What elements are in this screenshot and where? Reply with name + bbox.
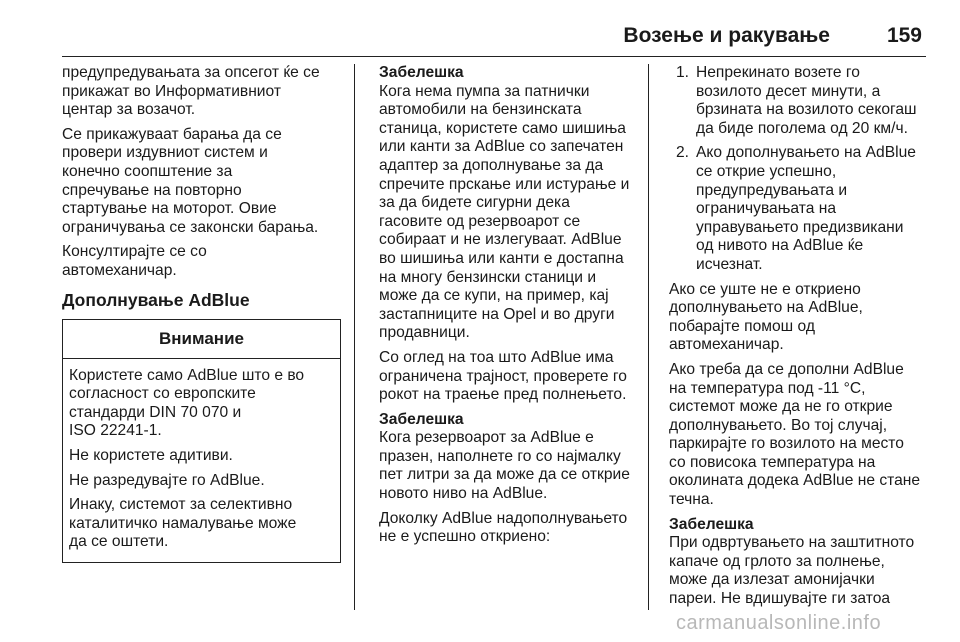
- page-number: 159: [886, 24, 922, 47]
- note-1-title: Забелешка: [379, 64, 464, 81]
- note-3: Забелешка При одвртувањето на заштитното капаче од грлото за полнење, може да излезат амонијачки пареи. Не вдишувајте ги затоа: [669, 516, 931, 609]
- note-2: Забелешка Кога резервоарот за AdBlue е празен, наполнете го со најмалку пет литри за да може да се открие новото ниво на AdBlue.: [379, 411, 641, 504]
- watermark: carmanualsonline.info: [676, 612, 882, 634]
- list-item: 2. Ако дополнувањето на AdBlue се открие успешно, предупредувањата и ограничувањата на управувањето предизвикани од нивото на AdBlue ќе исчезнат.: [676, 144, 916, 273]
- warning-title: Внимание: [63, 320, 340, 359]
- warning-body: [63, 359, 340, 562]
- requirements-paragraph: Се прикажуваат барања да се провери издувниот систем и конечно соопштение за спречување на повторно стартување на моторот. Овие ограничувања се законски барања.: [62, 125, 319, 236]
- still-not-detected-paragraph: Ако се уште не е откриено дополнувањето на AdBlue, побарајте помош од автомеханичар.: [669, 280, 863, 354]
- low-temperature-paragraph: Ако треба да се дополни AdBlue на температура под -11 °C, системот може да не го открие дополнувањето. Во тој случај, паркирајте го возилото на место со повисока температура на околината додека AdBlue не стане течна.: [669, 360, 921, 509]
- chapter-title: Возење и ракување: [623, 24, 830, 47]
- column-1: [62, 64, 347, 563]
- note-1: Забелешка Кога нема пумпа за патнички автомобили на бензинската станица, користете само шишиња или канти за AdBlue со запечатен адаптер за дополнување за да спречите прскање или истурање и за да бидете сигурни дека гасовите од резервоарот се собираат и не излегуваат. AdBlue во шишиња или канти е достапна на многу бензински станици и може да се купи, на пример, кај застапниците на Opel и во други продавници.: [379, 64, 641, 343]
- column-2: [379, 64, 641, 553]
- consult-paragraph: Консултирајте се со автомеханичар.: [62, 243, 207, 279]
- note-3-title: Забелешка: [669, 515, 754, 533]
- section-title: Дополнување AdBlue: [62, 289, 250, 310]
- note-2-title: Забелешка: [379, 410, 464, 428]
- warning-paragraph-4: Инаку, системот за селективно каталитичко намалување може да се оштети.: [69, 496, 297, 551]
- warning-box: [62, 319, 341, 563]
- not-detected-paragraph: Доколку AdBlue надополнувањето не е успешно откриено:: [379, 509, 628, 546]
- steps-list: [669, 64, 931, 275]
- page-header: [0, 0, 960, 56]
- column-divider-2: [648, 64, 649, 610]
- column-3: [669, 64, 931, 615]
- list-item: 1. Непрекинато возете го возилото десет минути, а брзината на возилото секогаш да биде поголема од 20 км/ч.: [676, 64, 917, 137]
- warning-paragraph-1: Користете само AdBlue што е во согласност со европските стандарди DIN 70 070 и ISO 22241-1.: [69, 366, 305, 440]
- header-rule: [62, 56, 926, 57]
- shelf-life-paragraph: Со оглед на тоа што AdBlue има ограничена трајност, проверете го рокот на траење пред полнењето.: [379, 348, 627, 404]
- warning-paragraph-2: Не користете адитиви.: [69, 446, 233, 464]
- intro-paragraph: предупредувањата за опсегот ќе се прикажат во Информативниот центар за возачот.: [62, 64, 320, 119]
- column-divider-1: [354, 64, 355, 610]
- warning-paragraph-3: Не разредувајте го AdBlue.: [69, 471, 265, 489]
